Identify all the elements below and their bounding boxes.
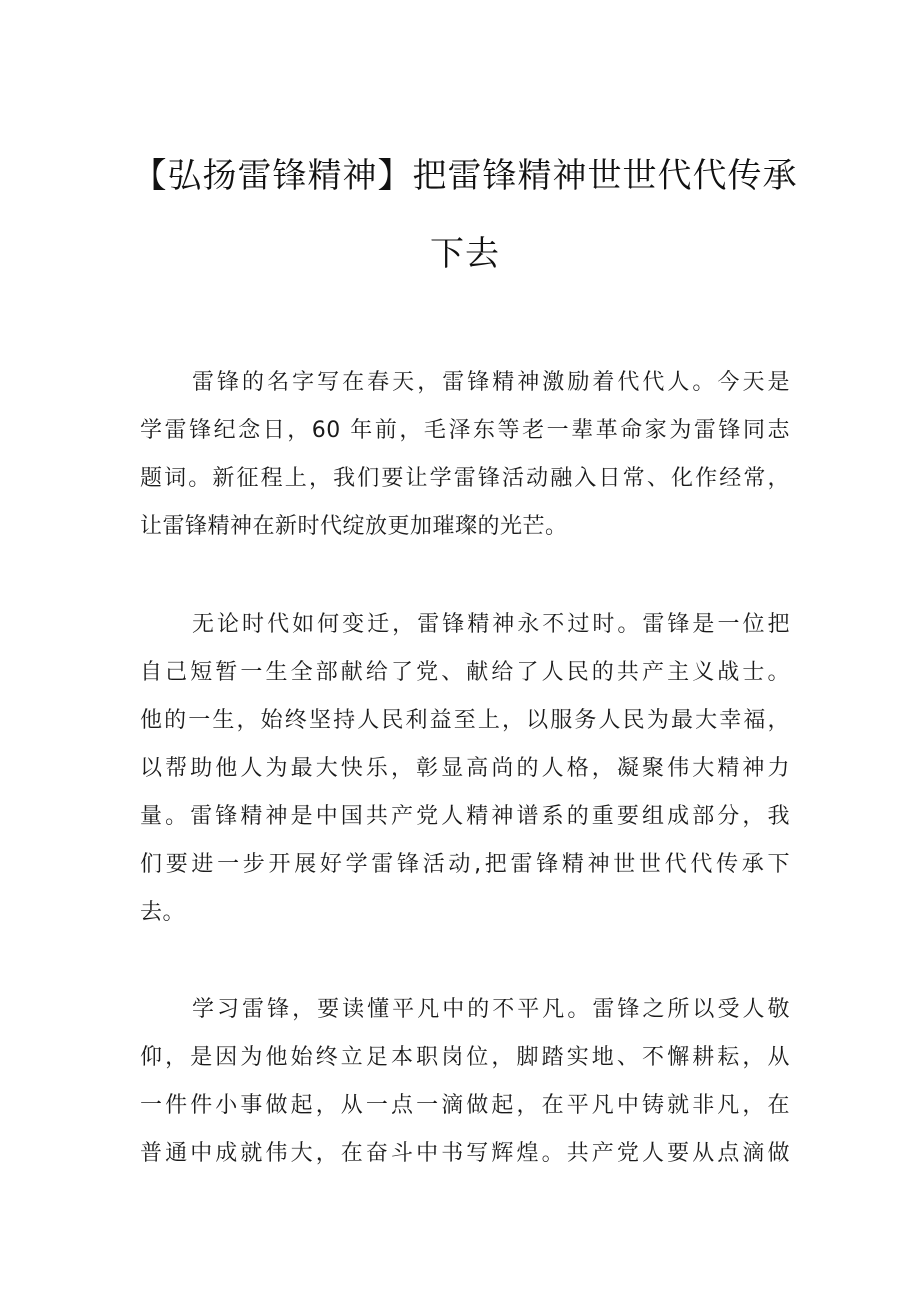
paragraph-line: 自己短暂一生全部献给了党、献给了人民的共产主义战士。 bbox=[140, 660, 790, 685]
paragraph-line: 雷锋的名字写在春天，雷锋精神激励着代代人。今天是 bbox=[192, 370, 790, 395]
paragraph-2 bbox=[140, 601, 790, 937]
paragraph-line: 他的一生，始终坚持人民利益至上，以服务人民为最大幸福， bbox=[140, 708, 790, 733]
paragraph-line: 无论时代如何变迁，雷锋精神永不过时。雷锋是一位把 bbox=[192, 612, 790, 637]
paragraph-line: 量。雷锋精神是中国共产党人精神谱系的重要组成部分，我 bbox=[140, 804, 790, 829]
paragraph-line: 们要进一步开展好学雷锋活动,把雷锋精神世世代代传承下 bbox=[140, 852, 790, 877]
paragraph-line: 去。 bbox=[140, 900, 186, 925]
paragraph-line: 让雷锋精神在新时代绽放更加璀璨的光芒。 bbox=[140, 514, 568, 539]
paragraph-line: 学雷锋纪念日，60 年前，毛泽东等老一辈革命家为雷锋同志 bbox=[140, 418, 790, 443]
paragraph-3 bbox=[140, 986, 790, 1178]
paragraph-line: 一件件小事做起，从一点一滴做起，在平凡中铸就非凡，在 bbox=[140, 1093, 790, 1118]
document-title-line-1: 【弘扬雷锋精神】把雷锋精神世世代代传承 bbox=[132, 156, 798, 196]
paragraph-1 bbox=[140, 359, 790, 551]
document-title-line-2: 下去 bbox=[430, 234, 500, 274]
paragraph-line: 题词。新征程上，我们要让学雷锋活动融入日常、化作经常， bbox=[140, 466, 790, 491]
paragraph-line: 以帮助他人为最大快乐，彰显高尚的人格，凝聚伟大精神力 bbox=[140, 756, 790, 781]
paragraph-line: 普通中成就伟大，在奋斗中书写辉煌。共产党人要从点滴做 bbox=[140, 1141, 790, 1166]
paragraph-line: 学习雷锋，要读懂平凡中的不平凡。雷锋之所以受人敬 bbox=[192, 997, 790, 1022]
paragraph-line: 仰，是因为他始终立足本职岗位，脚踏实地、不懈耕耘，从 bbox=[140, 1045, 790, 1070]
